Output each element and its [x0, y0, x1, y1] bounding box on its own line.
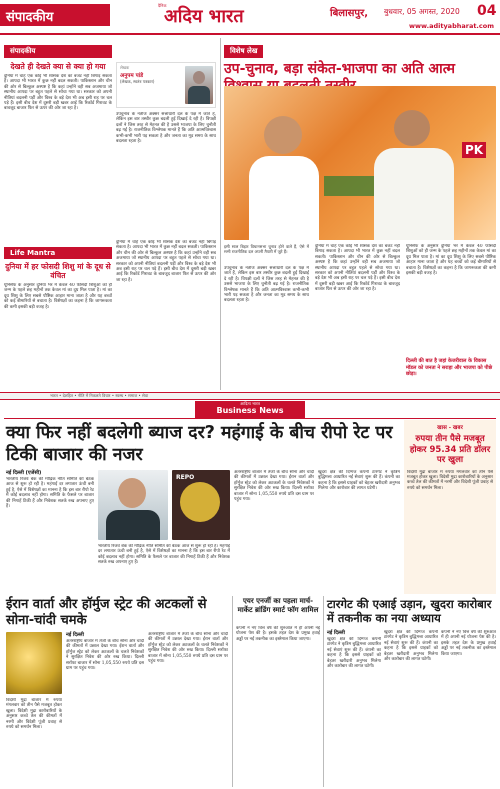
vishesh-body-col2: दुनिया में चाहे एक कोई भी शासक देश का बजट नहीं बिगाड़ सकता है। आपदा भी भारत में कुछ नहीं बदल सकती। पाकिस्तान और चीन की ओर से बिल्कुल अस्पष्ट है कि कहां उन्होंने वही सब अजमाया जो स्थानीय आपदा पर बहुत पहले से सोचा गया था। सरकार को अपनी नीतियां बदलनी पड़ीं और विश्व के बड़े देश भी अब इसी राह पर चल पड़े हैं। इसी बीच देश में दूसरी बड़ी खबर आई कि रिकॉर्ड गिरावट के बावजूद बाजार फिर से ऊपर की ओर जा रहा है।: [315, 244, 400, 293]
business-person-photo: [98, 470, 168, 540]
side-news-tab: खास - खबर: [437, 425, 463, 431]
masthead-rule: [0, 33, 500, 35]
business-body-col4: खुदरा क्षेत्र की दिग्गज कंपनी टारगेट ने कृत्रिम बुद्धिमत्ता आधारित नई सेवाएं शुरू की हैं। कंपनी का कहना है कि इससे ग्राहकों को बेहतर खरीदारी अनुभव मिलेगा और कारोबार की लागत घटेगी।: [318, 470, 400, 492]
vishesh-photo: [224, 86, 496, 240]
photo-person-right: [394, 110, 430, 146]
business-main-headline: क्या फिर नहीं बदलेगी ब्याज दर? महंगाई के बीच रीपो रेट पर टिकी बाजार की नजर: [6, 423, 393, 465]
target-body-col1: खुदरा क्षेत्र की दिग्गज कंपनी टारगेट ने कृत्रिम बुद्धिमत्ता आधारित नई सेवाएं शुरू की हैं। कंपनी का कहना है कि इससे ग्राहकों को बेहतर खरीदारी अनुभव मिलेगा और कारोबार की लागत घटेगी।: [327, 637, 381, 670]
life-mantra-block: [4, 240, 216, 390]
business-rule: [4, 418, 496, 419]
side-news-headline: रुपया तीन पैसे मजबूत होकर 95.34 प्रति डॉलर पर खुला: [409, 434, 491, 465]
vishesh-body-col1: उपचुनाव के नतीजे अक्सर सत्ताधारी दल के पक्ष में जाते हैं, लेकिन इस बार तस्वीर कुछ बदली हुई दिखाई दे रही है। विपक्षी दलों ने जिस तरह से मेहनत की है उससे भाजपा के लिए चुनौती बढ़ गई है। राजनीतिक विश्लेषक मानते हैं कि अति आत्मविश्वास कभी-कभी भारी पड़ सकता है और जनता का मूड समय के साथ बदलता रहता है।: [224, 266, 309, 304]
side-news-body: विदेशी मुद्रा बाजार में रुपया मंगलवार को तीन पैसे मजबूत होकर खुला। विदेशी मुद्रा कारोबारियों के अनुसार कच्चे तेल की कीमतों में नरमी और विदेशी पूंजी प्रवाह से रुपये को समर्थन मिला।: [407, 469, 493, 491]
rbi-label: REPO: [176, 474, 195, 481]
photo-person-left: [264, 116, 302, 154]
logo-text: अदिय भारत: [164, 6, 244, 27]
footer-strip: [0, 392, 500, 400]
author-label: लेखक: [120, 65, 130, 70]
life-mantra-headline: दुनिया में हर फोसदी शिशु मां के दूध से वंचित: [5, 262, 111, 280]
masthead: [0, 0, 500, 34]
gold-byline: नई दिल्ली: [66, 632, 84, 638]
business-tab-label: Business News: [216, 406, 284, 415]
business-body-col2: भारतीय रिजर्व बैंक की मौद्रिक नीति समिति की बैठक आज से शुरू हो रही है। महंगाई दर लगातार ऊंची बनी हुई है, ऐसे में विशेषज्ञों का मानना है कि इस बार रीपो रेट में कोई बदलाव नहीं होगा। समिति के फैसले पर बाजार की निगाहें टिकी हैं और निवेशक सतर्क रुख अपनाए हुए हैं।: [98, 544, 230, 566]
target-body-col3: कंपनी ने नए वित्त वर्ष की शुरुआत में ही अपनी नई योजना पेश की है। इसके तहत देश के प्रमुख हवाई अड्डों पर नई तकनीक का इस्तेमाल किया जाएगा।: [441, 630, 496, 657]
gold-divider: [232, 596, 233, 787]
gold-body-col0: विदेशी मुद्रा बाजार में रुपया मंगलवार को तीन पैसे मजबूत होकर खुला। विदेशी मुद्रा कारोबारियों के अनुसार कच्चे तेल की कीमतों में नरमी और विदेशी पूंजी प्रवाह से रुपये को समर्थन मिला।: [6, 698, 62, 731]
business-tab: [195, 401, 305, 418]
vishesh-caption: इसी साल बिहार विधानसभा चुनाव होने वाले हैं, ऐसे में सभी राजनीतिक दल अपनी तैयारी में जुटे हैं।: [224, 244, 309, 255]
vishesh-quote: दिल्ली की बात है जहां केजरीवाल के विकास मॉडल को जनता ने सराहा और भाजपा को पीछे छोड़ा।: [406, 358, 493, 377]
footer-strip-text: भारत • देशहित • नीति में निकलते विचार • स्वस्थ • समाज • सेवा: [50, 393, 149, 398]
life-mantra-body-col2: दुनिया में चाहे एक कोई भी शासक देश का बजट नहीं बिगाड़ सकता है। आपदा भी भारत में कुछ नहीं बदल सकती। पाकिस्तान और चीन की ओर से बिल्कुल अस्पष्ट है कि कहां उन्होंने वही सब अजमाया जो स्थानीय आपदा पर बहुत पहले से सोचा गया था। सरकार को अपनी नीतियां बदलनी पड़ीं और विश्व के बड़े देश भी अब इसी राह पर चल पड़े हैं। इसी बीच देश में दूसरी बड़ी खबर आई कि रिकॉर्ड गिरावट के बावजूद बाजार फिर से ऊपर की ओर जा रहा है।: [116, 240, 216, 283]
airport-headline: एयर एनर्जी का पहला मार्च-मार्केट ब्रांडिंग स्मार्ट फॉग शामिल: [237, 597, 319, 614]
website[interactable]: www.adityabharat.com: [409, 22, 494, 30]
page-number: 04: [477, 3, 497, 19]
gold-photo: [6, 632, 62, 694]
business-body-col3: अंतरराष्ट्रीय बाजार में तेजी के बीच सोना और चांदी की कीमतों में उछाल देखा गया। ईरान वार्ता और हॉर्मुज स्ट्रेट को लेकर अटकलों के चलते निवेशकों ने सुरक्षित निवेश की ओर रुख किया। दिल्ली सर्राफा बाजार में सोना 1,05,550 रुपये प्रति दस ग्राम पर पहुंच गया।: [234, 470, 314, 503]
author-name: अनुपम पांडे: [120, 73, 144, 79]
side-news: [404, 420, 496, 594]
masthead-city: बिलासपुर,: [330, 8, 368, 19]
logo-small: दैनिक: [158, 3, 167, 8]
editorial-tab: संपादकीय: [4, 45, 112, 58]
author-role: (लेखक, स्वतंत्र पत्रकार): [120, 79, 155, 84]
rbi-photo: [172, 470, 230, 540]
gold-body-col2: अंतरराष्ट्रीय बाजार में तेजी के बीच सोना और चांदी की कीमतों में उछाल देखा गया। ईरान वार्ता और हॉर्मुज स्ट्रेट को लेकर अटकलों के चलते निवेशकों ने सुरक्षित निवेश की ओर रुख किया। दिल्ली सर्राफा बाजार में सोना 1,05,550 रुपये प्रति दस ग्राम पर पहुंच गया।: [148, 632, 228, 665]
editorial-body-col2: उपचुनाव के नतीजे अक्सर सत्ताधारी दल के पक्ष में जाते हैं, लेकिन इस बार तस्वीर कुछ बदली हुई दिखाई दे रही है। विपक्षी दलों ने जिस तरह से मेहनत की है उससे भाजपा के लिए चुनौती बढ़ गई है। राजनीतिक विश्लेषक मानते हैं कि अति आत्मविश्वास कभी-कभी भारी पड़ सकता है और जनता का मूड समय के साथ बदलता रहता है।: [116, 112, 216, 145]
gold-headline: ईरान वार्ता और हॉर्मुज स्ट्रेट की अटकलों से सोना-चांदी चमके: [6, 597, 207, 628]
editorial-block: [4, 38, 112, 238]
author-box: [116, 62, 216, 108]
editorial-body: दुनिया में चाहे एक कोई भी शासक देश का बजट नहीं बिगाड़ सकता है। आपदा भी भारत में कुछ नहीं बदल सकती। पाकिस्तान और चीन की ओर से बिल्कुल अस्पष्ट है कि कहां उन्होंने वही सब अजमाया जो स्थानीय आपदा पर बहुत पहले से सोचा गया था। सरकार को अपनी नीतियां बदलनी पड़ीं और विश्व के बड़े देश भी अब इसी राह पर चल पड़े हैं। इसी बीच देश में दूसरी बड़ी खबर आई कि रिकॉर्ड गिरावट के बावजूद बाजार फिर से ऊपर की ओर जा रहा है।: [4, 74, 112, 112]
author-photo: [185, 66, 213, 104]
section-label: संपादकीय: [0, 4, 110, 26]
vishesh-body-col3: यूनिसेफ के अनुसार दुनिया भर में केवल 40 फीसदी शिशुओं को ही जन्म के पहले छह महीनों तक केवल मां का दूध मिल पाता है। मां का दूध शिशु के लिए सबसे पौष्टिक आहार माना जाता है और यह बच्चों को कई बीमारियों से बचाता है। विशेषज्ञों का कहना है कि जागरूकता की कमी इसकी बड़ी वजह है।: [406, 244, 496, 277]
vishesh-block: [224, 38, 496, 390]
photo-badge: PK: [462, 142, 486, 158]
target-headline: टारगेट की एआई उड़ान, खुदरा कारोबार में तकनीक का नया अध्याय: [327, 597, 492, 625]
column-divider: [220, 38, 221, 390]
airport-divider: [323, 596, 324, 787]
life-mantra-tab: Life Mantra: [4, 247, 112, 259]
target-body-col2: खुदरा क्षेत्र की दिग्गज कंपनी टारगेट ने कृत्रिम बुद्धिमत्ता आधारित नई सेवाएं शुरू की हैं। कंपनी का कहना है कि इससे ग्राहकों को बेहतर खरीदारी अनुभव मिलेगा और कारोबार की लागत घटेगी।: [384, 630, 438, 663]
life-mantra-body: यूनिसेफ के अनुसार दुनिया भर में केवल 40 फीसदी शिशुओं को ही जन्म के पहले छह महीनों तक केवल मां का दूध मिल पाता है। मां का दूध शिशु के लिए सबसे पौष्टिक आहार माना जाता है और यह बच्चों को कई बीमारियों से बचाता है। विशेषज्ञों का कहना है कि जागरूकता की कमी इसकी बड़ी वजह है।: [4, 283, 112, 310]
business-byline: नई दिल्ली (एजेंसी): [6, 470, 42, 476]
airport-body: कंपनी ने नए वित्त वर्ष की शुरुआत में ही अपनी नई योजना पेश की है। इसके तहत देश के प्रमुख हवाई अड्डों पर नई तकनीक का इस्तेमाल किया जाएगा।: [236, 626, 320, 642]
target-byline: नई दिल्ली: [327, 630, 345, 636]
gold-body-col1: अंतरराष्ट्रीय बाजार में तेजी के बीच सोना और चांदी की कीमतों में उछाल देखा गया। ईरान वार्ता और हॉर्मुज स्ट्रेट को लेकर अटकलों के चलते निवेशकों ने सुरक्षित निवेश की ओर रुख किया। दिल्ली सर्राफा बाजार में सोना 1,05,550 रुपये प्रति दस ग्राम पर पहुंच गया।: [66, 639, 144, 672]
business-body-col1: भारतीय रिजर्व बैंक की मौद्रिक नीति समिति की बैठक आज से शुरू हो रही है। महंगाई दर लगातार ऊंची बनी हुई है, ऐसे में विशेषज्ञों का मानना है कि इस बार रीपो रेट में कोई बदलाव नहीं होगा। समिति के फैसले पर बाजार की निगाहें टिकी हैं और निवेशक सतर्क रुख अपनाए हुए हैं।: [6, 477, 94, 510]
logo: [158, 3, 278, 27]
business-tab-small: आदित्य भारत: [240, 401, 260, 406]
vishesh-headline: उप-चुनाव, बड़ा संकेत-भाजपा का अति आत्म: [224, 61, 456, 77]
vishesh-tab: विशेष लेख: [224, 45, 263, 58]
editorial-headline: देखते ही देखते क्या से क्या हो गया: [10, 62, 106, 71]
masthead-date: बुधवार, 05 अगस्त, 2020: [384, 7, 460, 16]
